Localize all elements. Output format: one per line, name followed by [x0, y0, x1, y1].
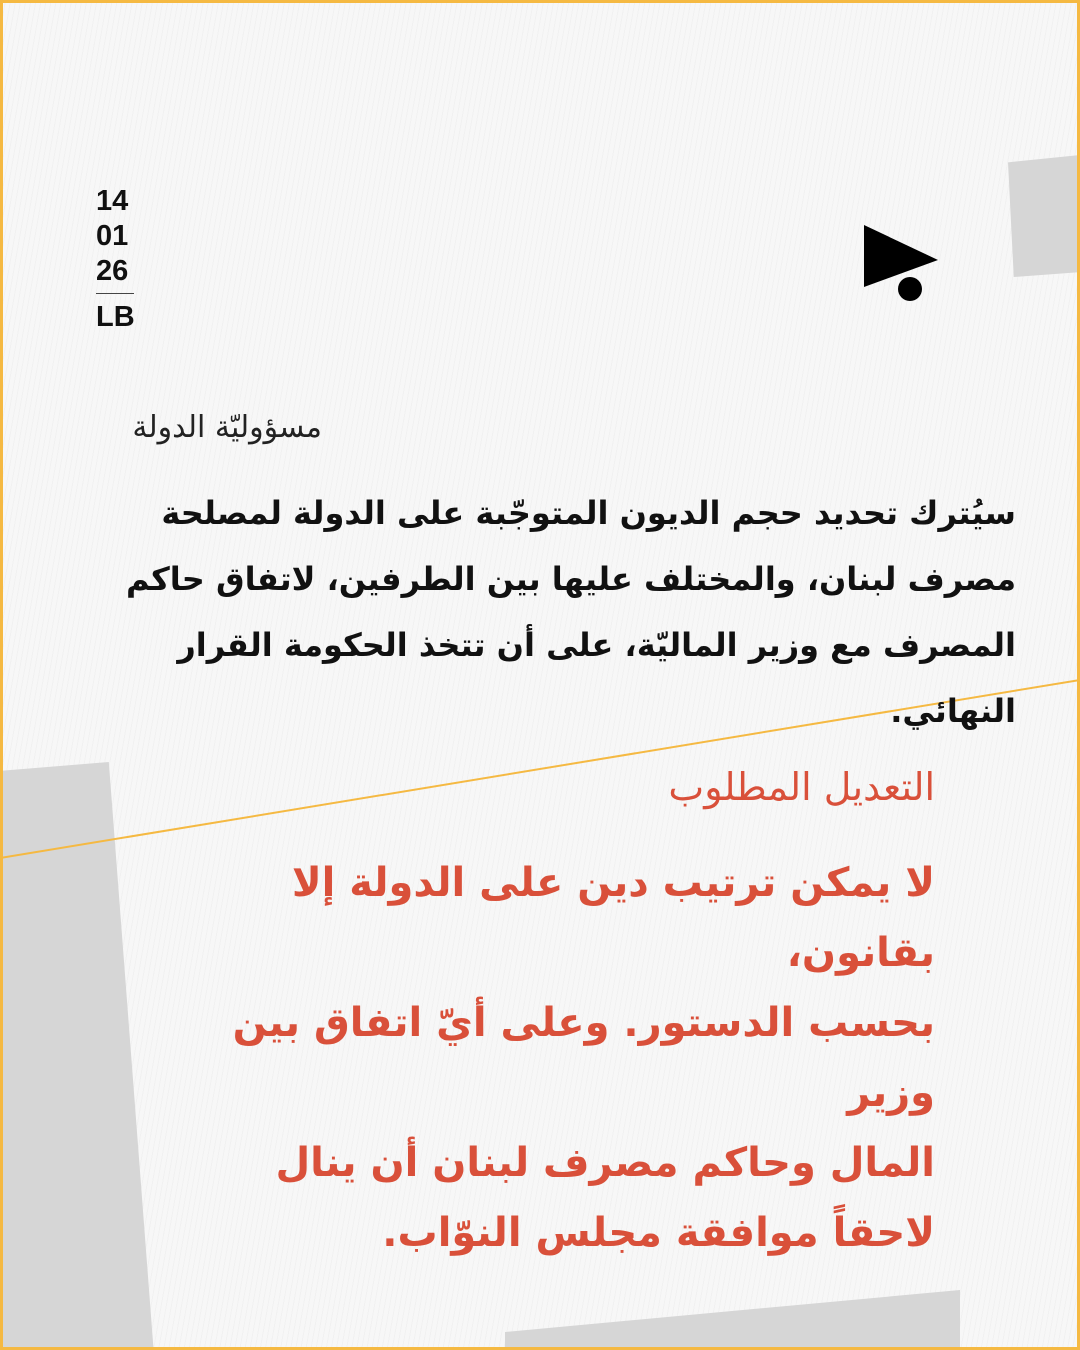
section2-body [160, 848, 935, 1268]
section1-line: سيُترك تحديد حجم الديون المتوجّبة على الدولة لمصلحة [161, 494, 1016, 532]
date-block [96, 184, 135, 335]
date-year: 26 [96, 255, 129, 287]
section1-kicker: مسؤوليّة الدولة [132, 410, 322, 445]
section1-line: المصرف مع وزير الماليّة، على أن تتخذ الحكومة القرار النهائي. [177, 626, 1016, 730]
date-divider [96, 293, 134, 294]
country-code: LB [96, 301, 135, 333]
section2-kicker: التعديل المطلوب [668, 765, 935, 809]
date-day: 14 [96, 185, 129, 217]
section1-body [100, 480, 1016, 744]
section2-line: لا يمكن ترتيب دين على الدولة إلا بقانون، [291, 860, 935, 976]
section2-line: المال وحاكم مصرف لبنان أن ينال [275, 1140, 935, 1186]
play-dot-logo-icon [862, 225, 942, 305]
section1-line: مصرف لبنان، والمختلف عليها بين الطرفين، لاتفاق حاكم [126, 560, 1016, 598]
date-month: 01 [96, 220, 129, 252]
section2-line: بحسب الدستور. وعلى أيّ اتفاق بين وزير [232, 1000, 935, 1116]
section2-line: لاحقاً موافقة مجلس النوّاب. [382, 1210, 935, 1256]
